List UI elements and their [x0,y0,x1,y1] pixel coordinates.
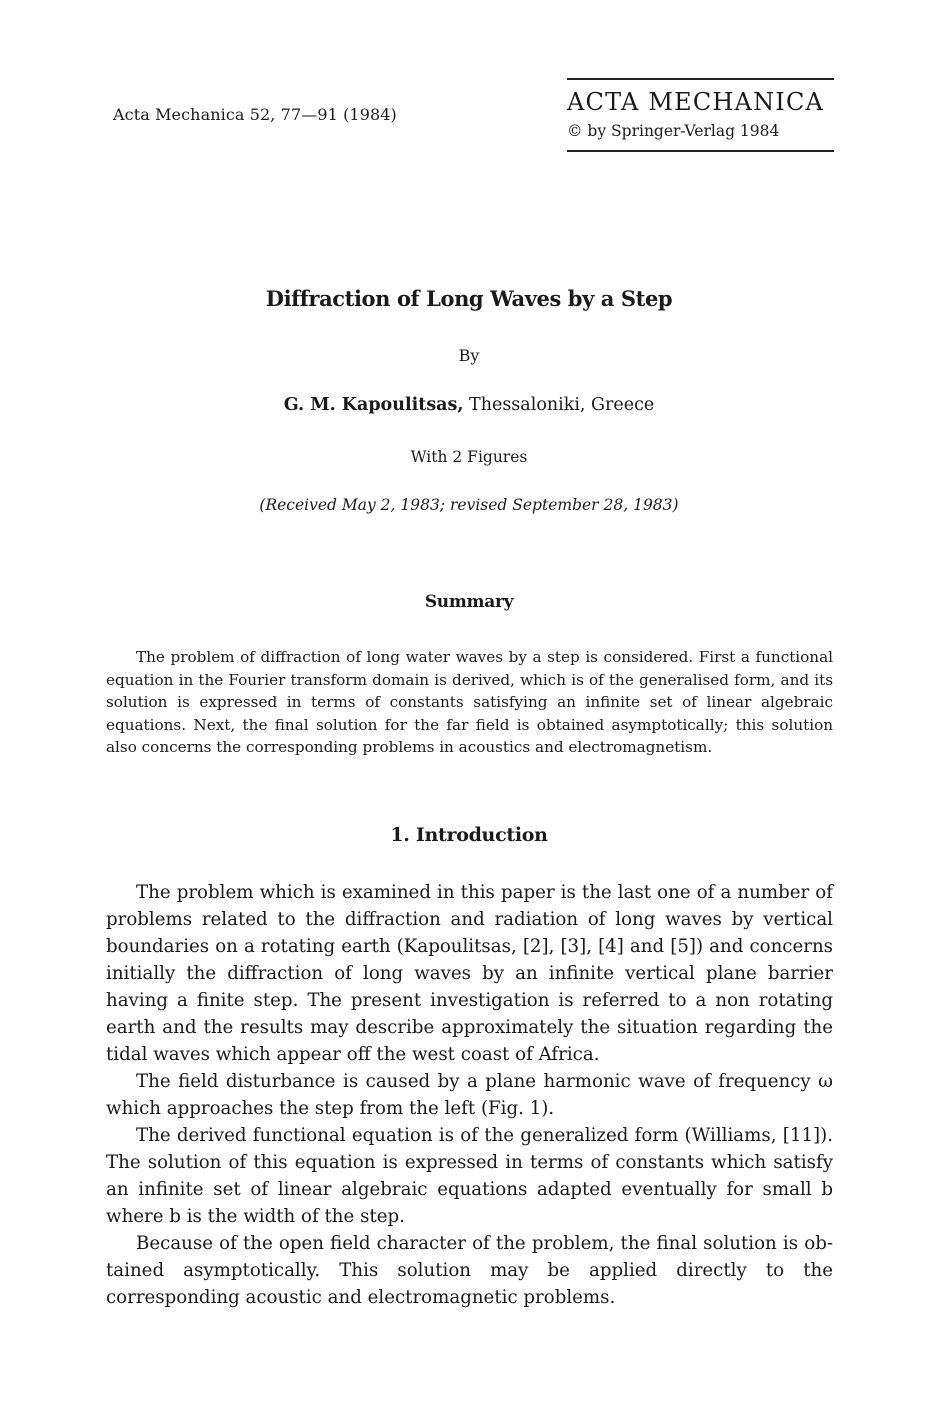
author-affiliation: Thessaloniki, Greece [463,395,655,415]
paragraph: The derived functional equation is of the generalized form (Williams, [11]). The solution of this equation is expressed in terms of constants which satisfy an infinite set of linear algebraic equations adapted eventually for small b where b is the width of the step. [106,1125,833,1227]
summary-heading: Summary [424,592,514,612]
summary-text: The problem of diffraction of long water waves by a step is considered. First a functional equation in the Fourier transform domain is derived, which is of the generalised form, and its solution is expressed in terms of constants satisfying an infinite set of linear algebraic equations. Next, the final solution for the far field is obtained asymptotically; this solution also concerns the corresponding problems in acoustics and electromagnetism. [106,648,833,757]
figures-note: With 2 Figures [410,448,528,466]
masthead-title: ACTA MECHANICA [567,88,825,116]
journal-masthead [567,78,834,152]
by-line: By [458,346,480,365]
paragraph: Because of the open field character of the problem, the final solution is obtained asymptotically. This solution may be applied directly to the corresponding acoustic and electromagnetic problems. [106,1233,833,1308]
masthead-copyright: © by Springer-Verlag 1984 [567,122,780,140]
paper-title: Diffraction of Long Waves by a Step [265,286,673,311]
author-line [0,395,938,415]
introduction-heading: 1. Introduction [390,824,548,846]
journal-reference: Acta Mechanica 52, 77—91 (1984) [113,105,397,124]
introduction-body [106,879,833,1311]
received-dates: (Received May 2, 1983; revised September 28, 1983) [259,496,679,514]
author-name: G. M. Kapoulitsas, [283,395,464,415]
paragraph: The problem which is examined in this paper is the last one of a number of problems related to the diffraction and radiation of long waves by vertical boundaries on a rotating earth (Kapoulitsas, [2], [3], [4] and [5]) and concerns initially the diffraction of long waves by an infinite vertical plane barrier having a finite step. The present investigation is referred to a non rotating earth and the results may describe approximately the situation regarding the tidal waves which appear off the west coast of Africa. [106,882,833,1065]
paragraph: The field disturbance is caused by a plane harmonic wave of frequency ω which approaches the step from the left (Fig. 1). [106,1071,833,1119]
